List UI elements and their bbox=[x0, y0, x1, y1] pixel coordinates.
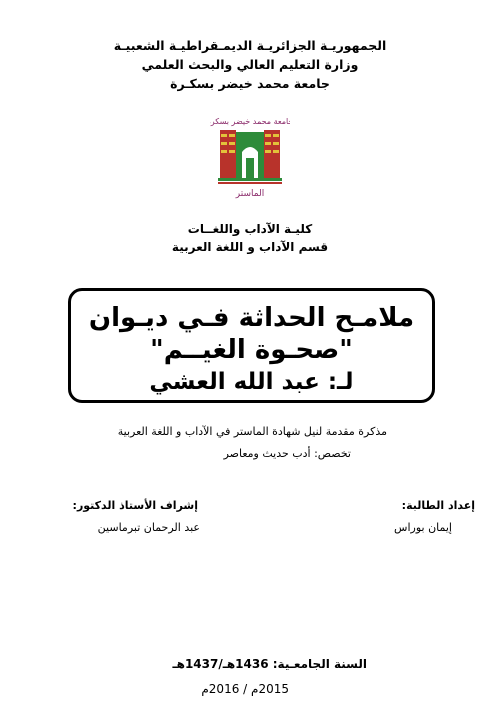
academic-year-hijri: السنة الجامعـية: 1436هـ/1437هـ bbox=[172, 657, 367, 671]
supervisor-label: إشراف الأستاذ الدكتور: bbox=[72, 499, 198, 512]
thesis-description: مذكرة مقدمة لنيل شهادة الماستر في الآداب و اللغة العربية bbox=[117, 425, 387, 438]
thesis-title-line1: ملامـح الحداثة فـي ديـوان bbox=[88, 303, 415, 333]
thesis-title-author: لـ: عبد الله العشي bbox=[149, 369, 354, 395]
student-label: إعداد الطالبة: bbox=[401, 499, 475, 512]
title-box bbox=[68, 288, 435, 403]
university-name: جامعة محمد خيضر بسكـرة bbox=[170, 76, 330, 91]
student-name: إيمان بوراس bbox=[394, 521, 452, 534]
republic-name: الجمهوريـة الجزائريـة الديمـقراطيـة الشعبيـة bbox=[113, 38, 387, 53]
supervisor-name: عبد الرحمان تبرماسين bbox=[97, 521, 200, 534]
university-logo bbox=[210, 110, 290, 200]
thesis-title-line2: "صحـوة الغيــم" bbox=[150, 335, 353, 365]
logo-bottom-text: الماستر bbox=[235, 189, 265, 199]
thesis-specialization: تخصص: أدب حديث ومعاصر bbox=[223, 447, 351, 460]
academic-year-gregorian: 2015م / 2016م bbox=[201, 682, 289, 696]
department-name: قسم الآداب و اللغة العربية bbox=[171, 240, 329, 254]
faculty-name: كليـة الآداب واللغــات bbox=[187, 222, 313, 236]
ministry-name: وزارة التعليم العالي والبحث العلمي bbox=[141, 57, 359, 72]
logo-top-text: جامعة محمد خيضر بسكرة bbox=[210, 117, 290, 126]
university-logo-icon bbox=[210, 110, 290, 200]
